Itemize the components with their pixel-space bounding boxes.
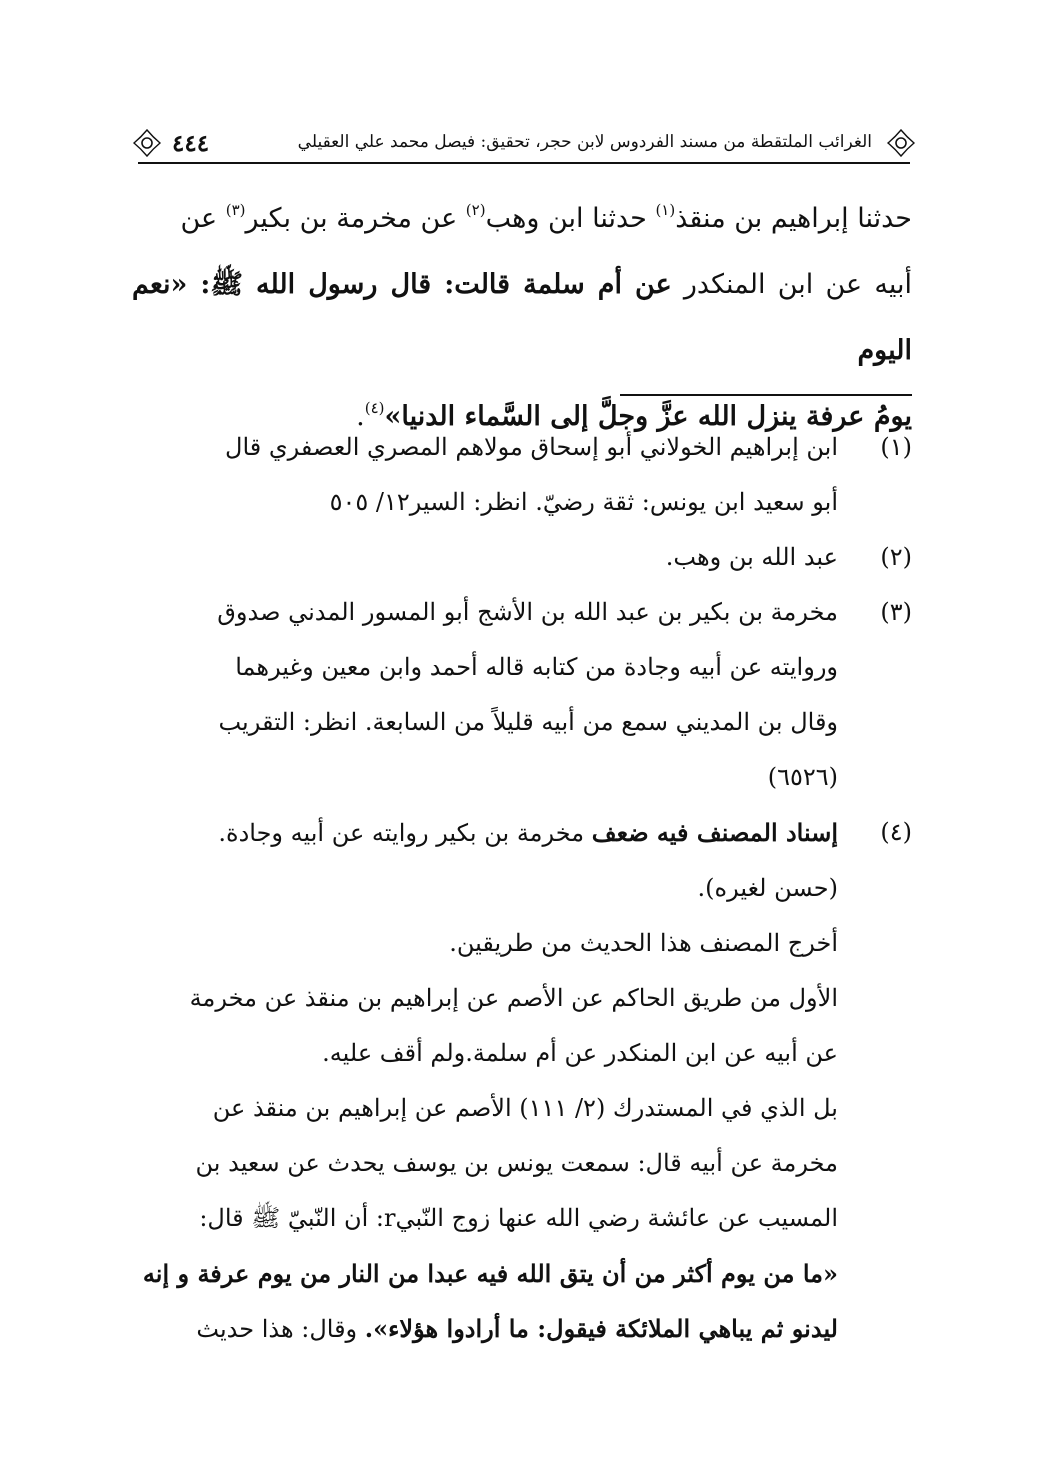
text-span: مخرمة بن بكير روايته عن أبيه وجادة. bbox=[218, 819, 592, 847]
footnote-number: (٤) bbox=[880, 818, 912, 846]
footnote-separator bbox=[620, 394, 912, 396]
footnote-4 bbox=[132, 805, 912, 1357]
footnote-3 bbox=[132, 585, 912, 805]
footnote-line: مخرمة بن بكير بن عبد الله بن الأشج أبو المسور المدني صدوق bbox=[217, 598, 838, 626]
footnote-number: (٢) bbox=[880, 543, 912, 571]
footnote-line: أبو سعيد ابن يونس: ثقة رضيّ. انظر: السير١٢/ ٥٠٥ bbox=[329, 488, 838, 516]
hadith-text bbox=[132, 186, 912, 450]
bold-span: عن أم سلمة قالت: قال رسول الله ﷺ: «نعم اليوم bbox=[132, 269, 912, 366]
footnote-line: وقال بن المديني سمع من أبيه قليلاً من السابعة. انظر: التقريب bbox=[218, 708, 838, 736]
text-span: . bbox=[356, 401, 365, 432]
footnote-number: (١) bbox=[880, 433, 912, 461]
footnote-number: (٣) bbox=[880, 598, 912, 626]
bold-span: يومُ عرفة ينزل الله عزَّ وجلَّ إلى السَّماء الدنيا» bbox=[384, 401, 912, 432]
footnote-line bbox=[132, 1301, 838, 1357]
footnote-line: وروايته عن أبيه وجادة من كتابه قاله أحمد وابن معين وغيرهما bbox=[235, 653, 838, 681]
text-span: حدثنا إبراهيم بن منقذ bbox=[675, 203, 912, 234]
bold-span: ليدنو ثم يباهي الملائكة فيقول: ما أرادوا هؤلاء». bbox=[364, 1314, 838, 1343]
text-span: حدثنا ابن وهب bbox=[485, 203, 656, 234]
footnote-line: (٦٥٢٦) bbox=[767, 763, 838, 791]
header-rule bbox=[138, 162, 910, 164]
footnote-line: ابن إبراهيم الخولاني أبو إسحاق مولاهم المصري العصفري قال bbox=[225, 433, 838, 461]
footnote-line: بل الذي في المستدرك (٢/ ١١١) الأصم عن إبراهيم بن منقذ عن bbox=[212, 1094, 838, 1122]
footnote-2 bbox=[132, 530, 912, 585]
text-line bbox=[132, 186, 912, 252]
page-number: ٤٤٤ bbox=[172, 130, 210, 157]
footnote-line: «ما من يوم أكثر من أن يتق الله فيه عبدا من النار من يوم عرفة و إنه bbox=[142, 1259, 838, 1288]
text-span: عن مخرمة بن بكير bbox=[245, 203, 466, 234]
running-title: الغرائب الملتقطة من مسند الفردوس لابن حجر، تحقيق: فيصل محمد علي العقيلي bbox=[297, 132, 872, 152]
footnote-line: (حسن لغيره). bbox=[697, 874, 838, 902]
ornament-icon bbox=[886, 128, 916, 158]
footnote-line: مخرمة عن أبيه قال: سمعت يونس بن يوسف يحدث عن سعيد بن bbox=[195, 1149, 838, 1177]
footnote-ref[interactable]: (١) bbox=[655, 201, 676, 219]
footnote-line: الأول من طريق الحاكم عن الأصم عن إبراهيم بن منقذ عن مخرمة bbox=[189, 984, 838, 1012]
footnote-line: المسيب عن عائشة رضي الله عنها زوج النّبيr: أن النّبيّ ﷺ قال: bbox=[199, 1204, 838, 1232]
footnote-line: عن أبيه عن ابن المنكدر عن أم سلمة.ولم أقف عليه. bbox=[322, 1039, 838, 1067]
text-span: وقال: هذا حديث bbox=[196, 1315, 365, 1343]
footnote-line: أخرج المصنف هذا الحديث من طريقين. bbox=[449, 929, 838, 957]
footnote-line: عبد الله بن وهب. bbox=[665, 543, 838, 571]
text-line bbox=[132, 252, 912, 384]
bold-span: إسناد المصنف فيه ضعف bbox=[591, 818, 838, 847]
footnote-ref[interactable]: (٢) bbox=[465, 201, 486, 219]
footnote-ref[interactable]: (٤) bbox=[364, 399, 385, 417]
footnote-ref[interactable]: (٣) bbox=[225, 201, 246, 219]
footnote-1 bbox=[132, 420, 912, 530]
footnote-line bbox=[132, 805, 838, 861]
text-span: أبيه عن ابن المنكدر bbox=[671, 269, 913, 300]
running-header bbox=[130, 128, 918, 170]
text-span: عن bbox=[180, 203, 226, 234]
ornament-icon bbox=[132, 128, 162, 158]
